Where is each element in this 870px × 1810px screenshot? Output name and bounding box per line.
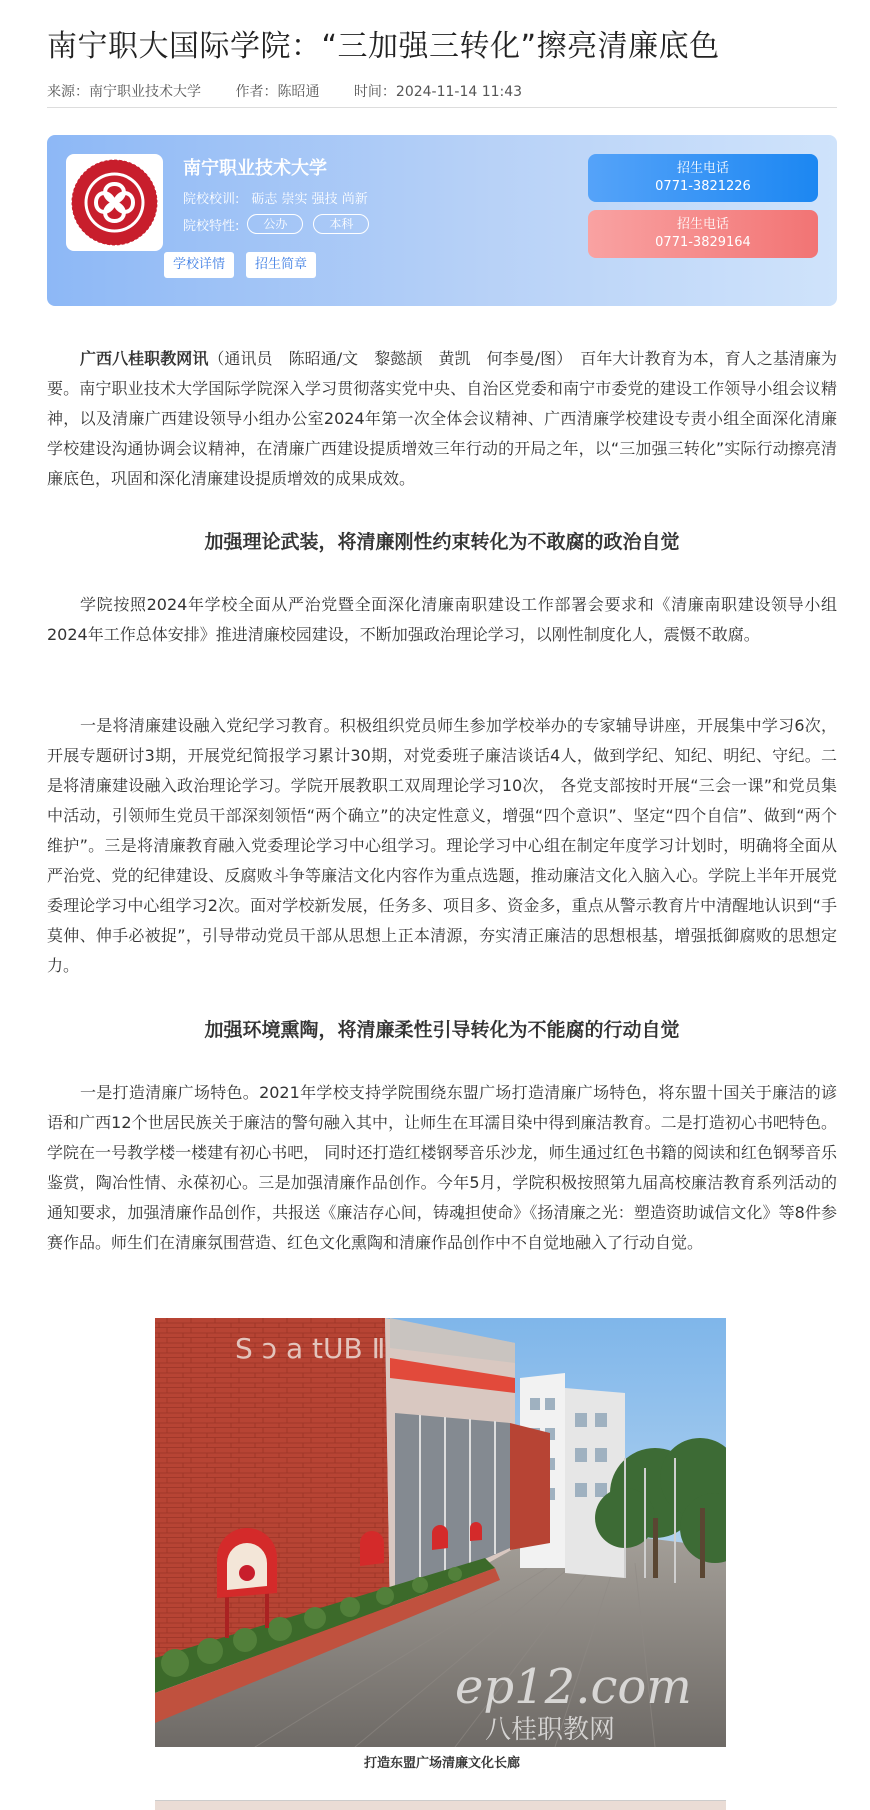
- section-heading-1: 加强理论武装，将清廉刚性约束转化为不敢腐的政治自觉: [204, 531, 680, 553]
- meta-divider: [47, 107, 837, 108]
- paragraph-intro: [47, 344, 837, 494]
- paragraph-3: 一是将清廉建设融入党纪学习教育。积极组织党员师生参加学校举办的专家辅导讲座，开展集中学习6次，开展专题研讨3期，开展党纪简报学习累计30期，对党委班子廉洁谈话4人，做到学纪、知纪、明纪、守纪。二是将清廉建设融入政治理论学习。学院开展教职工双周理论学习10次， 各党支部按时开展“三会一课”和党员集中活动，引领师生党员干部深刻领悟“两个确立”的决定性意义，增强“四个意识”、坚定“四个自信”、做到“两个维护”。三是将清廉教育融入党委理论学习中心组学习。理论学习中心组在制定年度学习计划时，明确将全面从严治党、党的纪律建设、反腐败斗争等廉洁文化内容作为重点选题，推动廉洁文化入脑入心。学院上半年开展党委理论学习中心组学习2次。面对学校新发展，任务多、项目多、资金多，重点从警示教育片中清醒地认识到“手莫伸、伸手必被捉”，引导带动党员干部从思想上正本清源，夯实清正廉洁的思想根基，增强抵御腐败的思想定力。: [47, 716, 837, 975]
- admission-guide-button[interactable]: 招生简章: [246, 252, 316, 278]
- school-name[interactable]: 南宁职业技术大学: [183, 158, 327, 179]
- article-time: 时间：2024-11-14 11:43: [353, 84, 523, 100]
- paragraph-4: 一是打造清廉广场特色。2021年学校支持学院围绕东盟广场打造清廉广场特色，将东盟十国关于廉洁的谚语和广西12个世居民族关于廉洁的警句融入其中，让师生在耳濡目染中得到廉洁教育。二是打造初心书吧特色。学院在一号教学楼一楼建有初心书吧， 同时还打造红楼钢琴音乐沙龙，师生通过红色书籍的阅读和红色钢琴音乐鉴赏，陶冶性情、永葆初心。三是加强清廉作品创作。今年5月，学院积极按照第九届高校廉洁教育系列活动的通知要求，加强清廉作品创作，共报送《廉洁存心间，铸魂担使命》《扬清廉之光：塑造资助诚信文化》等8件参赛作品。师生们在清廉氛围营造、红色文化熏陶和清廉作品创作中不自觉地融入了行动自觉。: [47, 1083, 837, 1252]
- motto-value: 砺志 崇实 强技 尚新: [251, 192, 368, 207]
- photo-caption: 打造东盟广场清廉文化长廊: [363, 1756, 520, 1771]
- phone-number: 0771-3821226: [655, 179, 751, 194]
- article-title: 南宁职大国际学院：“三加强三转化”擦亮清廉底色: [47, 29, 720, 64]
- school-logo[interactable]: [66, 154, 163, 251]
- intro-text: （通讯员 陈昭通/文 黎懿颉 黄凯 何李曼/图） 百年大计教育为本，育人之基清廉为要。南宁职业技术大学国际学院深入学习贯彻落实党中央、自治区党委和南宁市委党的建设工作领导小组会议精神，以及清廉广西建设领导小组办公室2024年第一次全体会议精神、广西清廉学校建设专责小组全面深化清廉学校建设沟通协调会议精神，在清廉广西建设提质增效三年行动的开局之年，以“三加强三转化”实际行动擦亮清廉底色，巩固和深化清廉建设提质增效的成果成效。: [47, 349, 837, 488]
- motto-label: 院校校训:: [183, 192, 240, 207]
- article-meta: [47, 82, 837, 102]
- features-label: 院校特性:: [183, 218, 240, 234]
- watermark-text: ep12.com: [455, 1659, 692, 1715]
- article-author: 作者：陈昭通: [235, 84, 320, 100]
- watermark-subtext: 八桂职教网: [485, 1715, 616, 1745]
- corridor-photo-illustration: [155, 1318, 726, 1747]
- feature-badge-public: 公办: [247, 214, 303, 234]
- article-photo: [155, 1318, 726, 1747]
- article-source: 来源：南宁职业技术大学: [47, 84, 201, 100]
- phone-label: 招生电话: [676, 217, 729, 232]
- paragraph-2: 学院按照2024年学校全面从严治党暨全面深化清廉南职建设工作部署会要求和《清廉南职建设领导小组2024年工作总体安排》推进清廉校园建设，不断加强政治理论学习，以刚性制度化人，震慑不敢腐。: [47, 595, 837, 644]
- admission-phone-button-2[interactable]: [588, 210, 818, 258]
- admission-phone-button-1[interactable]: [588, 154, 818, 202]
- feature-badge-undergrad: 本科: [313, 214, 369, 234]
- svg-text:S ɔ a tUB Ⅱ: S ɔ a tUB Ⅱ: [235, 1332, 386, 1365]
- section-heading-2: 加强环境熏陶，将清廉柔性引导转化为不能腐的行动自觉: [204, 1019, 680, 1041]
- school-features-row: [183, 214, 379, 234]
- school-motto-row: [183, 188, 368, 207]
- school-card: [47, 135, 837, 306]
- phone-label: 招生电话: [676, 161, 729, 176]
- phone-number: 0771-3829164: [655, 235, 751, 250]
- news-source-lead: 广西八桂职教网讯: [80, 349, 209, 368]
- school-emblem-icon: [66, 154, 163, 251]
- school-detail-button[interactable]: 学校详情: [164, 252, 234, 278]
- next-photo-edge: [155, 1800, 726, 1810]
